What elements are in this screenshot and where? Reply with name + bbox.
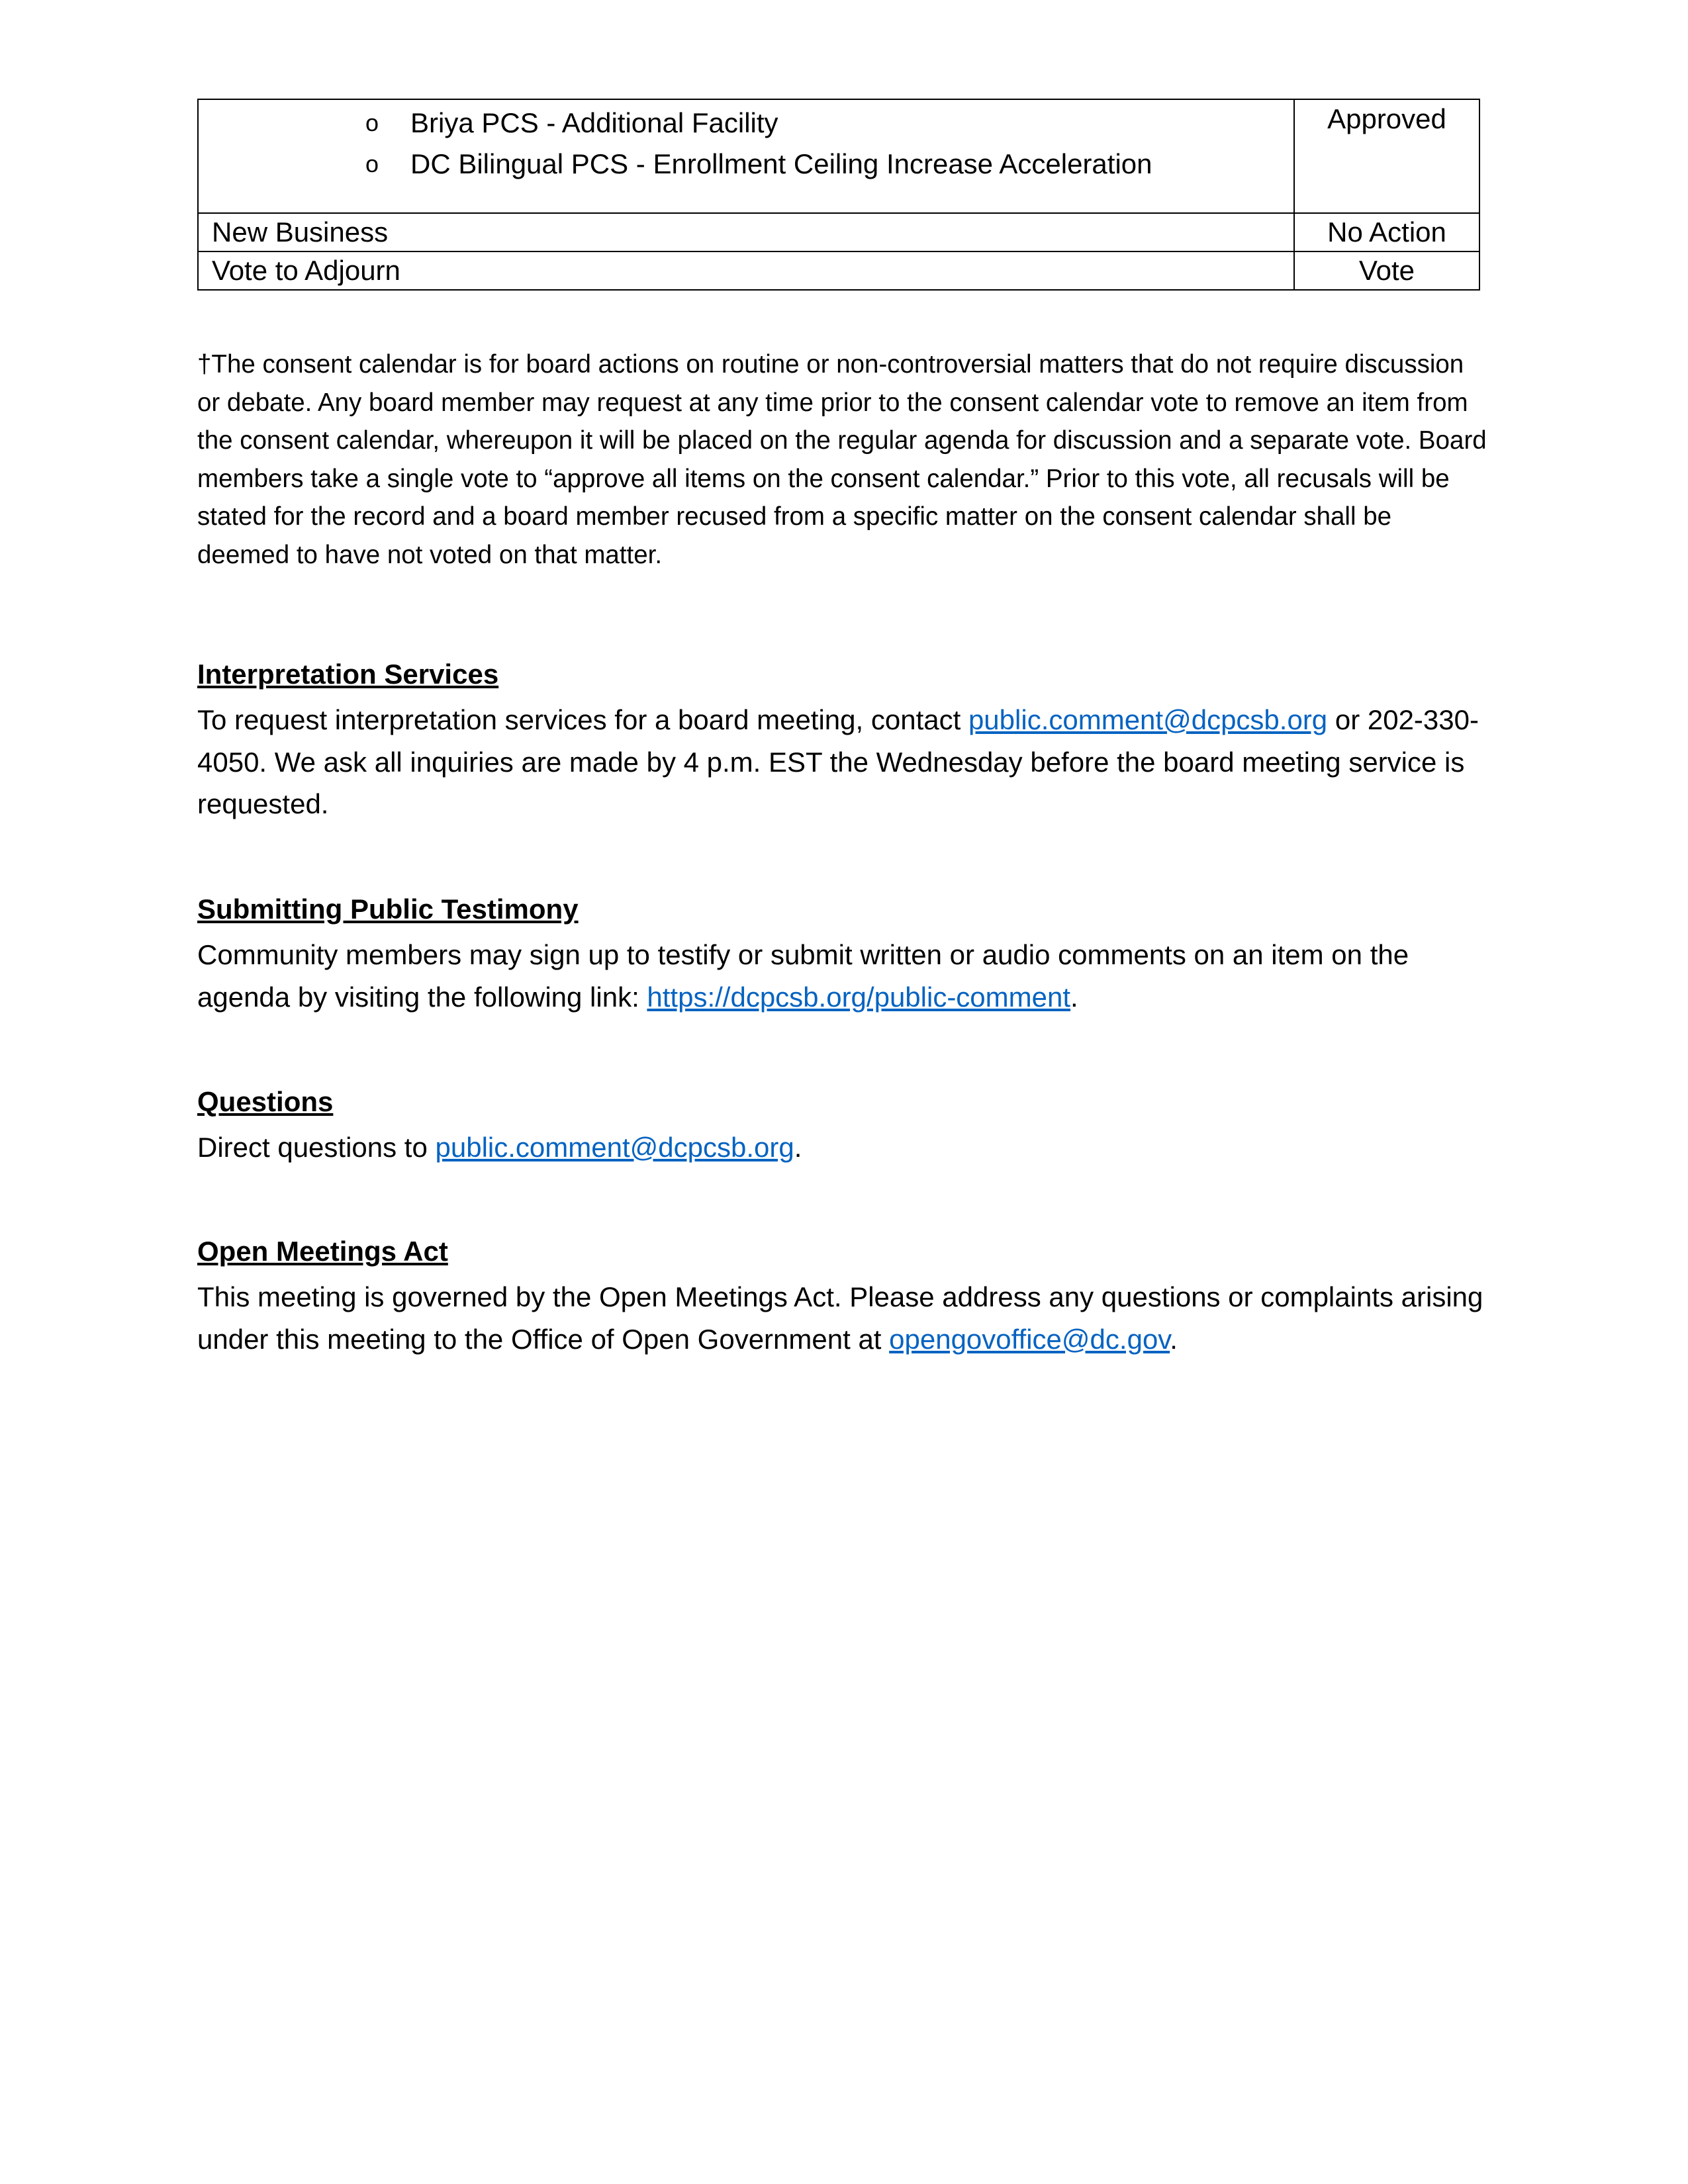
questions-body (197, 1126, 1495, 1169)
interpretation-body (197, 699, 1495, 825)
testimony-heading: Submitting Public Testimony (197, 893, 579, 925)
agenda-items-cell (198, 99, 1294, 213)
testimony-text-after: . (1070, 981, 1078, 1013)
status-cell: No Action (1294, 213, 1479, 251)
interpretation-heading: Interpretation Services (197, 659, 499, 690)
list-item-text: DC Bilingual PCS - Enrollment Ceiling Increase Acceleration (410, 148, 1152, 179)
footnote-text: The consent calendar is for board actions on routine or non-controversial matters that do not require discussion or debate. Any board member may request at any time prior to the consent calendar vote to remove an item from the consent calendar, whereupon it will be placed on the regular agenda for discussion and a separate vote. Board members take a single vote to “approve all items on the consent calendar.” Prior to this vote, all recusals will be stated for the record and a board member recused from a specific matter on the consent calendar shall be deemed to have not voted on that matter. (197, 350, 1487, 569)
interpretation-email-link[interactable]: public.comment@dcpcsb.org (968, 704, 1328, 735)
open-meetings-body (197, 1276, 1495, 1360)
status-cell: Vote (1294, 251, 1479, 290)
hollow-bullet-icon: o (365, 150, 379, 177)
adjourn-label: Vote to Adjourn (198, 251, 1294, 290)
open-meetings-text-after: . (1170, 1323, 1178, 1355)
status-cell: Approved (1294, 99, 1479, 213)
list-item-text: Briya PCS - Additional Facility (410, 107, 778, 138)
open-meetings-heading: Open Meetings Act (197, 1236, 448, 1267)
questions-text-after: . (794, 1132, 802, 1163)
questions-text-before: Direct questions to (197, 1132, 436, 1163)
new-business-label: New Business (198, 213, 1294, 251)
hollow-bullet-icon: o (365, 109, 379, 136)
dagger-mark: † (197, 350, 212, 379)
interpretation-text-after: or 202-330-4050. We ask all inquiries are made by 4 p.m. EST the Wednesday before the board meeting service is requested. (197, 704, 1479, 819)
open-meetings-text-before: This meeting is governed by the Open Meetings Act. Please address any questions or complaints arising under this meeting to the Office of Open Government at (197, 1281, 1483, 1355)
agenda-table (197, 99, 1480, 291)
table-row (198, 99, 1479, 213)
list-item (212, 103, 1280, 144)
questions-heading: Questions (197, 1086, 334, 1117)
interpretation-text-before: To request interpretation services for a board meeting, contact (197, 704, 968, 735)
questions-email-link[interactable]: public.comment@dcpcsb.org (435, 1132, 794, 1163)
agenda-sub-list (212, 100, 1280, 212)
public-comment-link[interactable]: https://dcpcsb.org/public-comment (647, 981, 1071, 1013)
testimony-text-before: Community members may sign up to testify or submit written or audio comments on an item on the agenda by visiting the following link: (197, 939, 1409, 1013)
table-row (198, 251, 1479, 290)
consent-calendar-footnote (197, 345, 1488, 574)
list-item (212, 144, 1280, 185)
table-row (198, 213, 1479, 251)
testimony-body (197, 934, 1495, 1018)
opengov-email-link[interactable]: opengovoffice@dc.gov (889, 1323, 1170, 1355)
